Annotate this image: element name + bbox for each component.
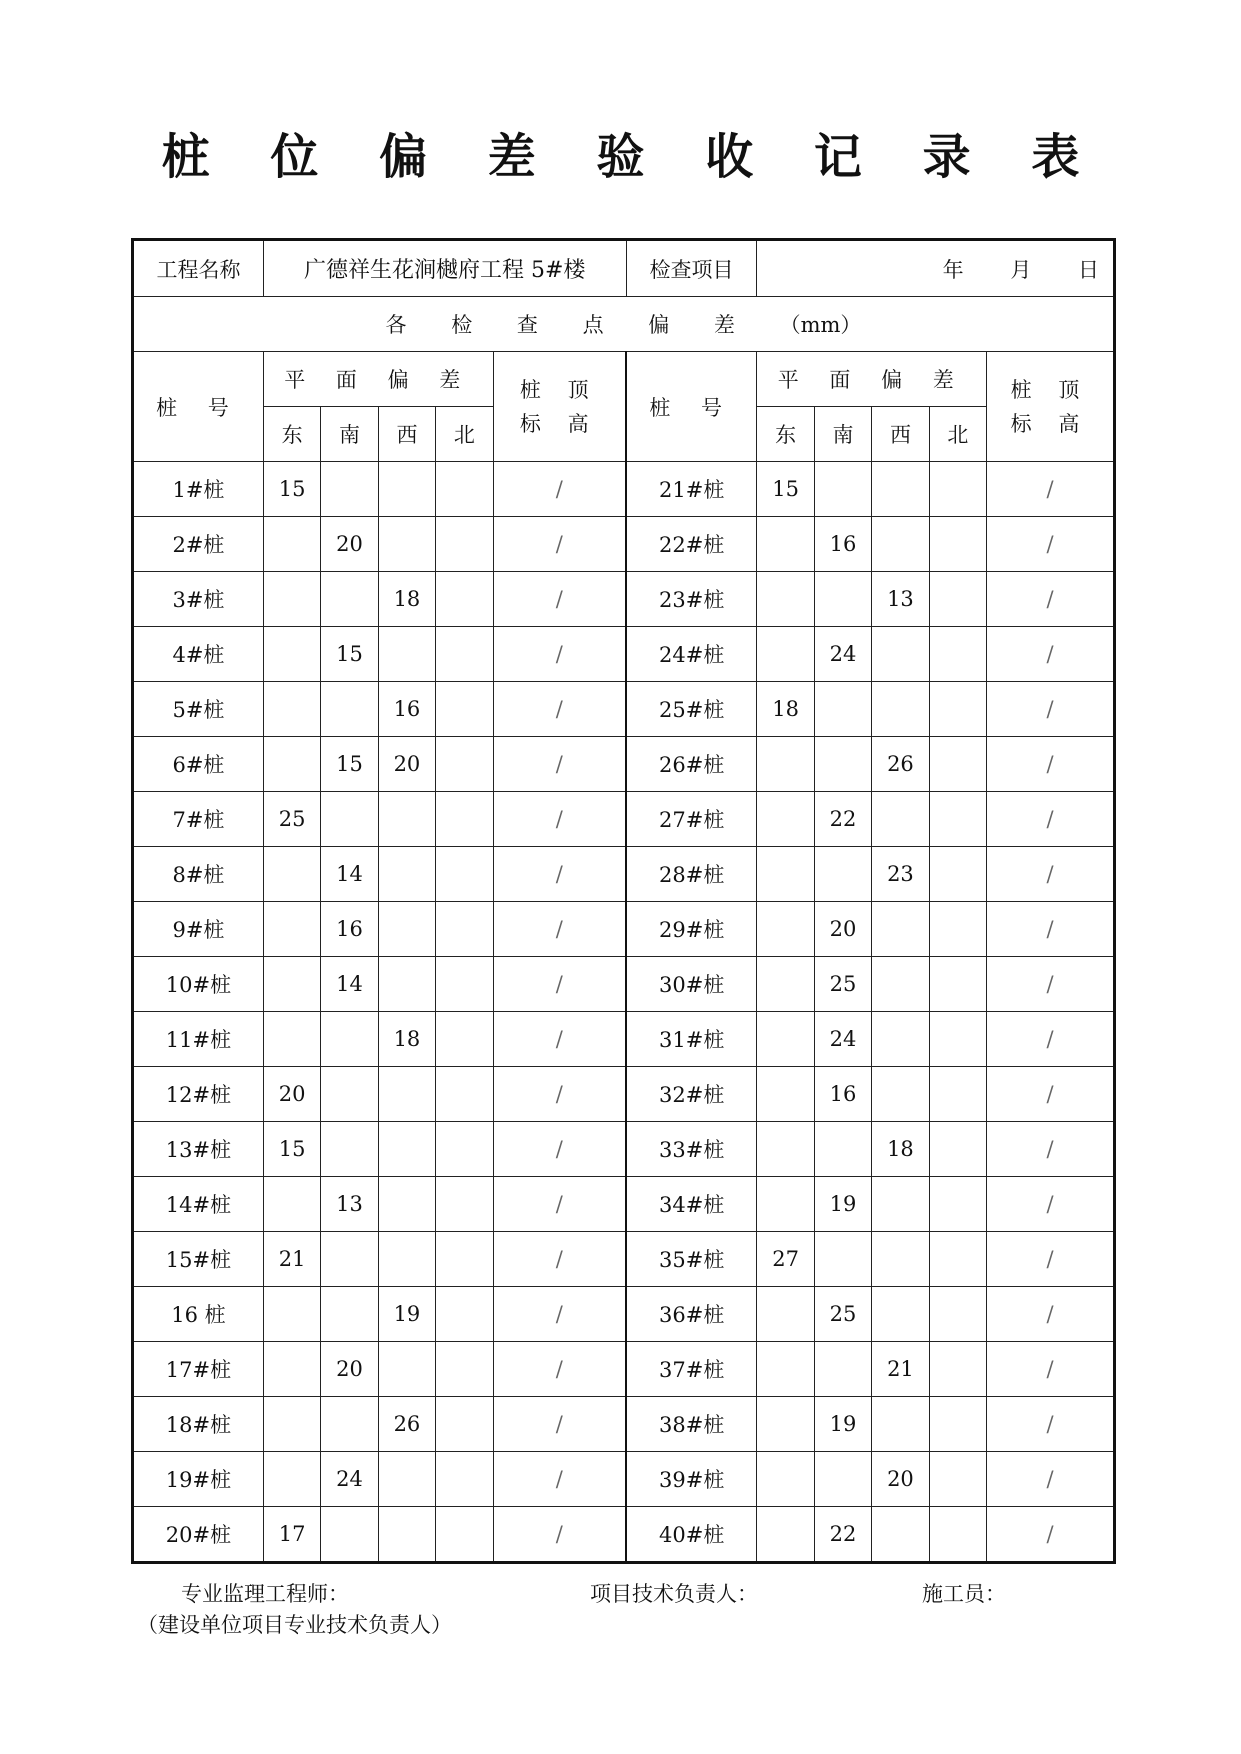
south-value-cell bbox=[814, 1452, 871, 1507]
east-value-cell bbox=[757, 902, 814, 957]
north-value-cell bbox=[929, 462, 986, 517]
north-value-cell bbox=[436, 627, 493, 682]
east-value-cell bbox=[757, 957, 814, 1012]
east-value-cell bbox=[757, 1452, 814, 1507]
south-value-cell bbox=[321, 792, 378, 847]
south-value-cell: 16 bbox=[814, 517, 871, 572]
north-value-cell bbox=[436, 1232, 493, 1287]
top-elevation-line1: 桩 顶 bbox=[1010, 377, 1090, 402]
north-header: 北 bbox=[436, 407, 493, 462]
top-elevation-cell: / bbox=[493, 1232, 626, 1287]
south-value-cell: 20 bbox=[321, 517, 378, 572]
pile-rows bbox=[133, 462, 1115, 1563]
top-elevation-cell: / bbox=[987, 462, 1115, 517]
west-value-cell bbox=[378, 1507, 435, 1563]
pile-number-cell: 22#桩 bbox=[626, 517, 757, 572]
west-value-cell bbox=[872, 1507, 929, 1563]
table-row bbox=[133, 572, 1115, 627]
plane-deviation-header: 平 面 偏 差 bbox=[757, 352, 987, 407]
top-elevation-cell: / bbox=[987, 1122, 1115, 1177]
top-elevation-cell: / bbox=[493, 1067, 626, 1122]
pile-number-cell: 3#桩 bbox=[133, 572, 264, 627]
top-elevation-line1: 桩 顶 bbox=[519, 377, 599, 402]
pile-number-header: 桩 号 bbox=[626, 352, 757, 462]
south-value-cell: 24 bbox=[814, 1012, 871, 1067]
pile-number-cell: 20#桩 bbox=[133, 1507, 264, 1563]
pile-number-cell: 14#桩 bbox=[133, 1177, 264, 1232]
table-row bbox=[133, 847, 1115, 902]
table-row bbox=[133, 1067, 1115, 1122]
pile-number-cell: 8#桩 bbox=[133, 847, 264, 902]
south-value-cell bbox=[814, 682, 871, 737]
west-value-cell: 18 bbox=[378, 1012, 435, 1067]
north-value-cell bbox=[929, 902, 986, 957]
table-row bbox=[133, 1287, 1115, 1342]
pile-number-cell: 6#桩 bbox=[133, 737, 264, 792]
west-value-cell: 26 bbox=[378, 1397, 435, 1452]
north-value-cell bbox=[436, 957, 493, 1012]
north-value-cell bbox=[436, 1122, 493, 1177]
north-value-cell bbox=[929, 1452, 986, 1507]
north-value-cell bbox=[436, 1177, 493, 1232]
east-value-cell bbox=[757, 572, 814, 627]
west-value-cell: 19 bbox=[378, 1287, 435, 1342]
column-header-row-1 bbox=[133, 352, 1115, 407]
top-elevation-cell: / bbox=[987, 572, 1115, 627]
project-name-value: 广德祥生花涧樾府工程 5#楼 bbox=[263, 240, 626, 297]
pile-number-cell: 18#桩 bbox=[133, 1397, 264, 1452]
west-value-cell bbox=[378, 1342, 435, 1397]
east-value-cell bbox=[263, 1177, 320, 1232]
south-value-cell bbox=[321, 682, 378, 737]
north-value-cell bbox=[436, 1397, 493, 1452]
top-elevation-cell: / bbox=[987, 1177, 1115, 1232]
west-value-cell bbox=[872, 792, 929, 847]
pile-number-cell: 13#桩 bbox=[133, 1122, 264, 1177]
east-value-cell bbox=[263, 517, 320, 572]
top-elevation-cell: / bbox=[493, 1452, 626, 1507]
north-value-cell bbox=[929, 1122, 986, 1177]
north-value-cell bbox=[436, 1507, 493, 1563]
north-value-cell bbox=[436, 1067, 493, 1122]
pile-number-cell: 12#桩 bbox=[133, 1067, 264, 1122]
top-elevation-cell: / bbox=[987, 1067, 1115, 1122]
east-value-cell: 21 bbox=[263, 1232, 320, 1287]
pile-number-cell: 1#桩 bbox=[133, 462, 264, 517]
west-value-cell bbox=[378, 902, 435, 957]
pile-number-cell: 23#桩 bbox=[626, 572, 757, 627]
north-value-cell bbox=[436, 792, 493, 847]
east-value-cell bbox=[757, 1012, 814, 1067]
north-value-cell bbox=[929, 1507, 986, 1563]
east-value-cell bbox=[263, 902, 320, 957]
north-value-cell bbox=[929, 517, 986, 572]
pile-number-cell: 35#桩 bbox=[626, 1232, 757, 1287]
pile-number-cell: 33#桩 bbox=[626, 1122, 757, 1177]
south-value-cell bbox=[321, 1232, 378, 1287]
south-value-cell bbox=[321, 572, 378, 627]
pile-number-cell: 28#桩 bbox=[626, 847, 757, 902]
north-value-cell bbox=[929, 627, 986, 682]
north-value-cell bbox=[436, 1342, 493, 1397]
east-value-cell bbox=[757, 1287, 814, 1342]
east-value-cell bbox=[757, 1342, 814, 1397]
table-row bbox=[133, 517, 1115, 572]
table-row bbox=[133, 462, 1115, 517]
south-value-cell: 24 bbox=[321, 1452, 378, 1507]
south-value-cell: 22 bbox=[814, 1507, 871, 1563]
north-value-cell bbox=[436, 462, 493, 517]
pile-number-cell: 9#桩 bbox=[133, 902, 264, 957]
pile-number-cell: 32#桩 bbox=[626, 1067, 757, 1122]
top-elevation-cell: / bbox=[987, 1232, 1115, 1287]
supervisor-note: （建设单位项目专业技术负责人） bbox=[137, 1613, 452, 1637]
east-value-cell bbox=[263, 572, 320, 627]
top-elevation-cell: / bbox=[987, 1397, 1115, 1452]
east-value-cell bbox=[263, 1397, 320, 1452]
east-value-cell bbox=[757, 1507, 814, 1563]
north-value-cell bbox=[929, 957, 986, 1012]
tech-lead-signature-label: 项目技术负责人： bbox=[590, 1582, 758, 1606]
north-value-cell bbox=[929, 1342, 986, 1397]
east-value-cell bbox=[263, 1452, 320, 1507]
project-name-label: 工程名称 bbox=[133, 240, 264, 297]
east-value-cell bbox=[263, 847, 320, 902]
south-value-cell bbox=[814, 737, 871, 792]
south-value-cell: 14 bbox=[321, 957, 378, 1012]
north-value-cell bbox=[929, 1177, 986, 1232]
pile-number-cell: 24#桩 bbox=[626, 627, 757, 682]
south-value-cell bbox=[321, 1287, 378, 1342]
north-value-cell bbox=[929, 1397, 986, 1452]
top-elevation-cell: / bbox=[493, 1177, 626, 1232]
west-value-cell bbox=[378, 1452, 435, 1507]
north-value-cell bbox=[436, 517, 493, 572]
south-header: 南 bbox=[814, 407, 871, 462]
east-value-cell bbox=[263, 1287, 320, 1342]
top-elevation-cell: / bbox=[987, 1287, 1115, 1342]
west-value-cell bbox=[872, 902, 929, 957]
south-header: 南 bbox=[321, 407, 378, 462]
south-value-cell: 19 bbox=[814, 1177, 871, 1232]
table-row bbox=[133, 1232, 1115, 1287]
west-value-cell: 23 bbox=[872, 847, 929, 902]
north-value-cell bbox=[929, 1287, 986, 1342]
pile-number-cell: 16 桩 bbox=[133, 1287, 264, 1342]
table-row bbox=[133, 1507, 1115, 1563]
west-value-cell bbox=[872, 627, 929, 682]
west-value-cell: 21 bbox=[872, 1342, 929, 1397]
west-value-cell bbox=[378, 517, 435, 572]
east-value-cell bbox=[263, 682, 320, 737]
south-value-cell: 25 bbox=[814, 1287, 871, 1342]
north-value-cell bbox=[436, 1452, 493, 1507]
west-value-cell bbox=[378, 627, 435, 682]
west-value-cell: 13 bbox=[872, 572, 929, 627]
east-value-cell: 15 bbox=[757, 462, 814, 517]
east-value-cell bbox=[757, 627, 814, 682]
top-elevation-cell: / bbox=[493, 792, 626, 847]
pile-number-cell: 17#桩 bbox=[133, 1342, 264, 1397]
east-value-cell bbox=[263, 1342, 320, 1397]
pile-number-cell: 15#桩 bbox=[133, 1232, 264, 1287]
west-value-cell: 16 bbox=[378, 682, 435, 737]
south-value-cell bbox=[814, 1122, 871, 1177]
top-elevation-line2: 标 高 bbox=[1010, 411, 1090, 436]
north-value-cell bbox=[436, 737, 493, 792]
south-value-cell bbox=[814, 462, 871, 517]
pile-number-cell: 29#桩 bbox=[626, 902, 757, 957]
pile-number-cell: 39#桩 bbox=[626, 1452, 757, 1507]
south-value-cell: 20 bbox=[814, 902, 871, 957]
table-row bbox=[133, 682, 1115, 737]
table-row bbox=[133, 627, 1115, 682]
south-value-cell: 15 bbox=[321, 737, 378, 792]
south-value-cell: 16 bbox=[321, 902, 378, 957]
south-value-cell bbox=[814, 1342, 871, 1397]
east-value-cell bbox=[757, 792, 814, 847]
pile-number-cell: 30#桩 bbox=[626, 957, 757, 1012]
east-value-cell bbox=[757, 1122, 814, 1177]
west-value-cell bbox=[378, 792, 435, 847]
west-value-cell bbox=[872, 462, 929, 517]
east-value-cell bbox=[263, 1012, 320, 1067]
east-value-cell bbox=[263, 957, 320, 1012]
top-elevation-cell: / bbox=[493, 957, 626, 1012]
top-elevation-cell: / bbox=[493, 1287, 626, 1342]
pile-number-cell: 26#桩 bbox=[626, 737, 757, 792]
pile-number-cell: 38#桩 bbox=[626, 1397, 757, 1452]
table-row bbox=[133, 737, 1115, 792]
table-row bbox=[133, 1012, 1115, 1067]
south-value-cell: 20 bbox=[321, 1342, 378, 1397]
top-elevation-cell: / bbox=[987, 902, 1115, 957]
pile-number-cell: 36#桩 bbox=[626, 1287, 757, 1342]
top-elevation-cell: / bbox=[987, 1507, 1115, 1563]
table-row bbox=[133, 1177, 1115, 1232]
west-value-cell bbox=[872, 1232, 929, 1287]
pile-number-header: 桩 号 bbox=[133, 352, 264, 462]
top-elevation-cell: / bbox=[987, 1342, 1115, 1397]
north-value-cell bbox=[436, 572, 493, 627]
south-value-cell bbox=[321, 1507, 378, 1563]
west-value-cell bbox=[378, 957, 435, 1012]
pile-number-cell: 19#桩 bbox=[133, 1452, 264, 1507]
north-value-cell bbox=[929, 737, 986, 792]
west-value-cell bbox=[872, 682, 929, 737]
table-row bbox=[133, 1452, 1115, 1507]
west-header: 西 bbox=[872, 407, 929, 462]
west-value-cell bbox=[872, 957, 929, 1012]
east-value-cell bbox=[263, 737, 320, 792]
west-value-cell bbox=[872, 1012, 929, 1067]
top-elevation-header bbox=[987, 352, 1115, 462]
east-value-cell bbox=[757, 1397, 814, 1452]
south-value-cell: 15 bbox=[321, 627, 378, 682]
west-value-cell bbox=[872, 1177, 929, 1232]
top-elevation-cell: / bbox=[987, 627, 1115, 682]
west-value-cell bbox=[872, 1397, 929, 1452]
east-value-cell bbox=[757, 1177, 814, 1232]
inspection-item-label: 检查项目 bbox=[626, 240, 757, 297]
north-value-cell bbox=[929, 1232, 986, 1287]
west-value-cell bbox=[872, 1067, 929, 1122]
south-value-cell bbox=[814, 572, 871, 627]
east-value-cell: 18 bbox=[757, 682, 814, 737]
table-row bbox=[133, 902, 1115, 957]
north-value-cell bbox=[436, 682, 493, 737]
top-elevation-cell: / bbox=[493, 1012, 626, 1067]
top-elevation-cell: / bbox=[493, 682, 626, 737]
pile-number-cell: 27#桩 bbox=[626, 792, 757, 847]
pile-number-cell: 11#桩 bbox=[133, 1012, 264, 1067]
south-value-cell: 13 bbox=[321, 1177, 378, 1232]
north-value-cell bbox=[929, 1012, 986, 1067]
east-header: 东 bbox=[757, 407, 814, 462]
east-value-cell: 15 bbox=[263, 1122, 320, 1177]
top-elevation-cell: / bbox=[987, 682, 1115, 737]
north-value-cell bbox=[436, 902, 493, 957]
east-value-cell: 27 bbox=[757, 1232, 814, 1287]
deviation-subheader: 各 检 查 点 偏 差 （mm） bbox=[133, 297, 1115, 352]
north-value-cell bbox=[929, 682, 986, 737]
north-value-cell bbox=[929, 792, 986, 847]
top-elevation-cell: / bbox=[493, 737, 626, 792]
supervisor-signature-label: 专业监理工程师： bbox=[181, 1582, 349, 1606]
inspection-date: 年 月 日 bbox=[757, 240, 1115, 297]
pile-number-cell: 31#桩 bbox=[626, 1012, 757, 1067]
table-row bbox=[133, 1397, 1115, 1452]
south-value-cell bbox=[321, 1122, 378, 1177]
pile-number-cell: 4#桩 bbox=[133, 627, 264, 682]
south-value-cell: 14 bbox=[321, 847, 378, 902]
east-value-cell bbox=[757, 847, 814, 902]
pile-number-cell: 7#桩 bbox=[133, 792, 264, 847]
west-value-cell: 20 bbox=[378, 737, 435, 792]
east-value-cell bbox=[757, 1067, 814, 1122]
pile-number-cell: 21#桩 bbox=[626, 462, 757, 517]
top-elevation-cell: / bbox=[493, 1507, 626, 1563]
south-value-cell: 22 bbox=[814, 792, 871, 847]
top-elevation-cell: / bbox=[493, 627, 626, 682]
south-value-cell bbox=[814, 1232, 871, 1287]
pile-deviation-table bbox=[131, 238, 1116, 1564]
top-elevation-cell: / bbox=[987, 1012, 1115, 1067]
south-value-cell: 25 bbox=[814, 957, 871, 1012]
east-value-cell bbox=[757, 737, 814, 792]
plane-deviation-header: 平 面 偏 差 bbox=[263, 352, 493, 407]
north-value-cell bbox=[929, 1067, 986, 1122]
deviation-subheader-row bbox=[133, 297, 1115, 352]
west-value-cell bbox=[378, 1122, 435, 1177]
top-elevation-cell: / bbox=[493, 1122, 626, 1177]
table-row bbox=[133, 1122, 1115, 1177]
east-value-cell: 17 bbox=[263, 1507, 320, 1563]
top-elevation-header bbox=[493, 352, 626, 462]
top-elevation-cell: / bbox=[987, 847, 1115, 902]
pile-number-cell: 25#桩 bbox=[626, 682, 757, 737]
west-value-cell: 20 bbox=[872, 1452, 929, 1507]
table-row bbox=[133, 1342, 1115, 1397]
west-value-cell bbox=[378, 1177, 435, 1232]
document-title: 桩 位 偏 差 验 收 记 录 表 bbox=[161, 129, 1102, 185]
east-value-cell bbox=[263, 627, 320, 682]
top-elevation-cell: / bbox=[987, 737, 1115, 792]
south-value-cell bbox=[321, 1067, 378, 1122]
top-elevation-line2: 标 高 bbox=[519, 411, 599, 436]
top-elevation-cell: / bbox=[987, 1452, 1115, 1507]
south-value-cell bbox=[321, 1397, 378, 1452]
west-value-cell bbox=[378, 1232, 435, 1287]
west-value-cell bbox=[378, 1067, 435, 1122]
pile-number-cell: 10#桩 bbox=[133, 957, 264, 1012]
west-value-cell: 18 bbox=[378, 572, 435, 627]
west-value-cell: 26 bbox=[872, 737, 929, 792]
west-value-cell: 18 bbox=[872, 1122, 929, 1177]
south-value-cell bbox=[321, 462, 378, 517]
top-elevation-cell: / bbox=[493, 572, 626, 627]
top-elevation-cell: / bbox=[493, 517, 626, 572]
north-value-cell bbox=[436, 1287, 493, 1342]
south-value-cell: 24 bbox=[814, 627, 871, 682]
pile-number-cell: 34#桩 bbox=[626, 1177, 757, 1232]
top-elevation-cell: / bbox=[987, 792, 1115, 847]
east-value-cell: 15 bbox=[263, 462, 320, 517]
pile-number-cell: 5#桩 bbox=[133, 682, 264, 737]
pile-number-cell: 37#桩 bbox=[626, 1342, 757, 1397]
north-value-cell bbox=[436, 1012, 493, 1067]
east-value-cell: 25 bbox=[263, 792, 320, 847]
top-elevation-cell: / bbox=[493, 462, 626, 517]
table-row bbox=[133, 957, 1115, 1012]
top-elevation-cell: / bbox=[987, 957, 1115, 1012]
pile-number-cell: 40#桩 bbox=[626, 1507, 757, 1563]
east-header: 东 bbox=[263, 407, 320, 462]
east-value-cell: 20 bbox=[263, 1067, 320, 1122]
west-value-cell bbox=[872, 517, 929, 572]
project-info-row bbox=[133, 240, 1115, 297]
south-value-cell bbox=[814, 847, 871, 902]
top-elevation-cell: / bbox=[987, 517, 1115, 572]
north-header: 北 bbox=[929, 407, 986, 462]
south-value-cell: 19 bbox=[814, 1397, 871, 1452]
north-value-cell bbox=[436, 847, 493, 902]
pile-number-cell: 2#桩 bbox=[133, 517, 264, 572]
west-value-cell bbox=[378, 847, 435, 902]
east-value-cell bbox=[757, 517, 814, 572]
top-elevation-cell: / bbox=[493, 1397, 626, 1452]
south-value-cell: 16 bbox=[814, 1067, 871, 1122]
north-value-cell bbox=[929, 572, 986, 627]
west-value-cell bbox=[378, 462, 435, 517]
top-elevation-cell: / bbox=[493, 902, 626, 957]
top-elevation-cell: / bbox=[493, 847, 626, 902]
top-elevation-cell: / bbox=[493, 1342, 626, 1397]
worker-signature-label: 施工员： bbox=[922, 1582, 1006, 1606]
west-value-cell bbox=[872, 1287, 929, 1342]
north-value-cell bbox=[929, 847, 986, 902]
table-row bbox=[133, 792, 1115, 847]
west-header: 西 bbox=[378, 407, 435, 462]
south-value-cell bbox=[321, 1012, 378, 1067]
